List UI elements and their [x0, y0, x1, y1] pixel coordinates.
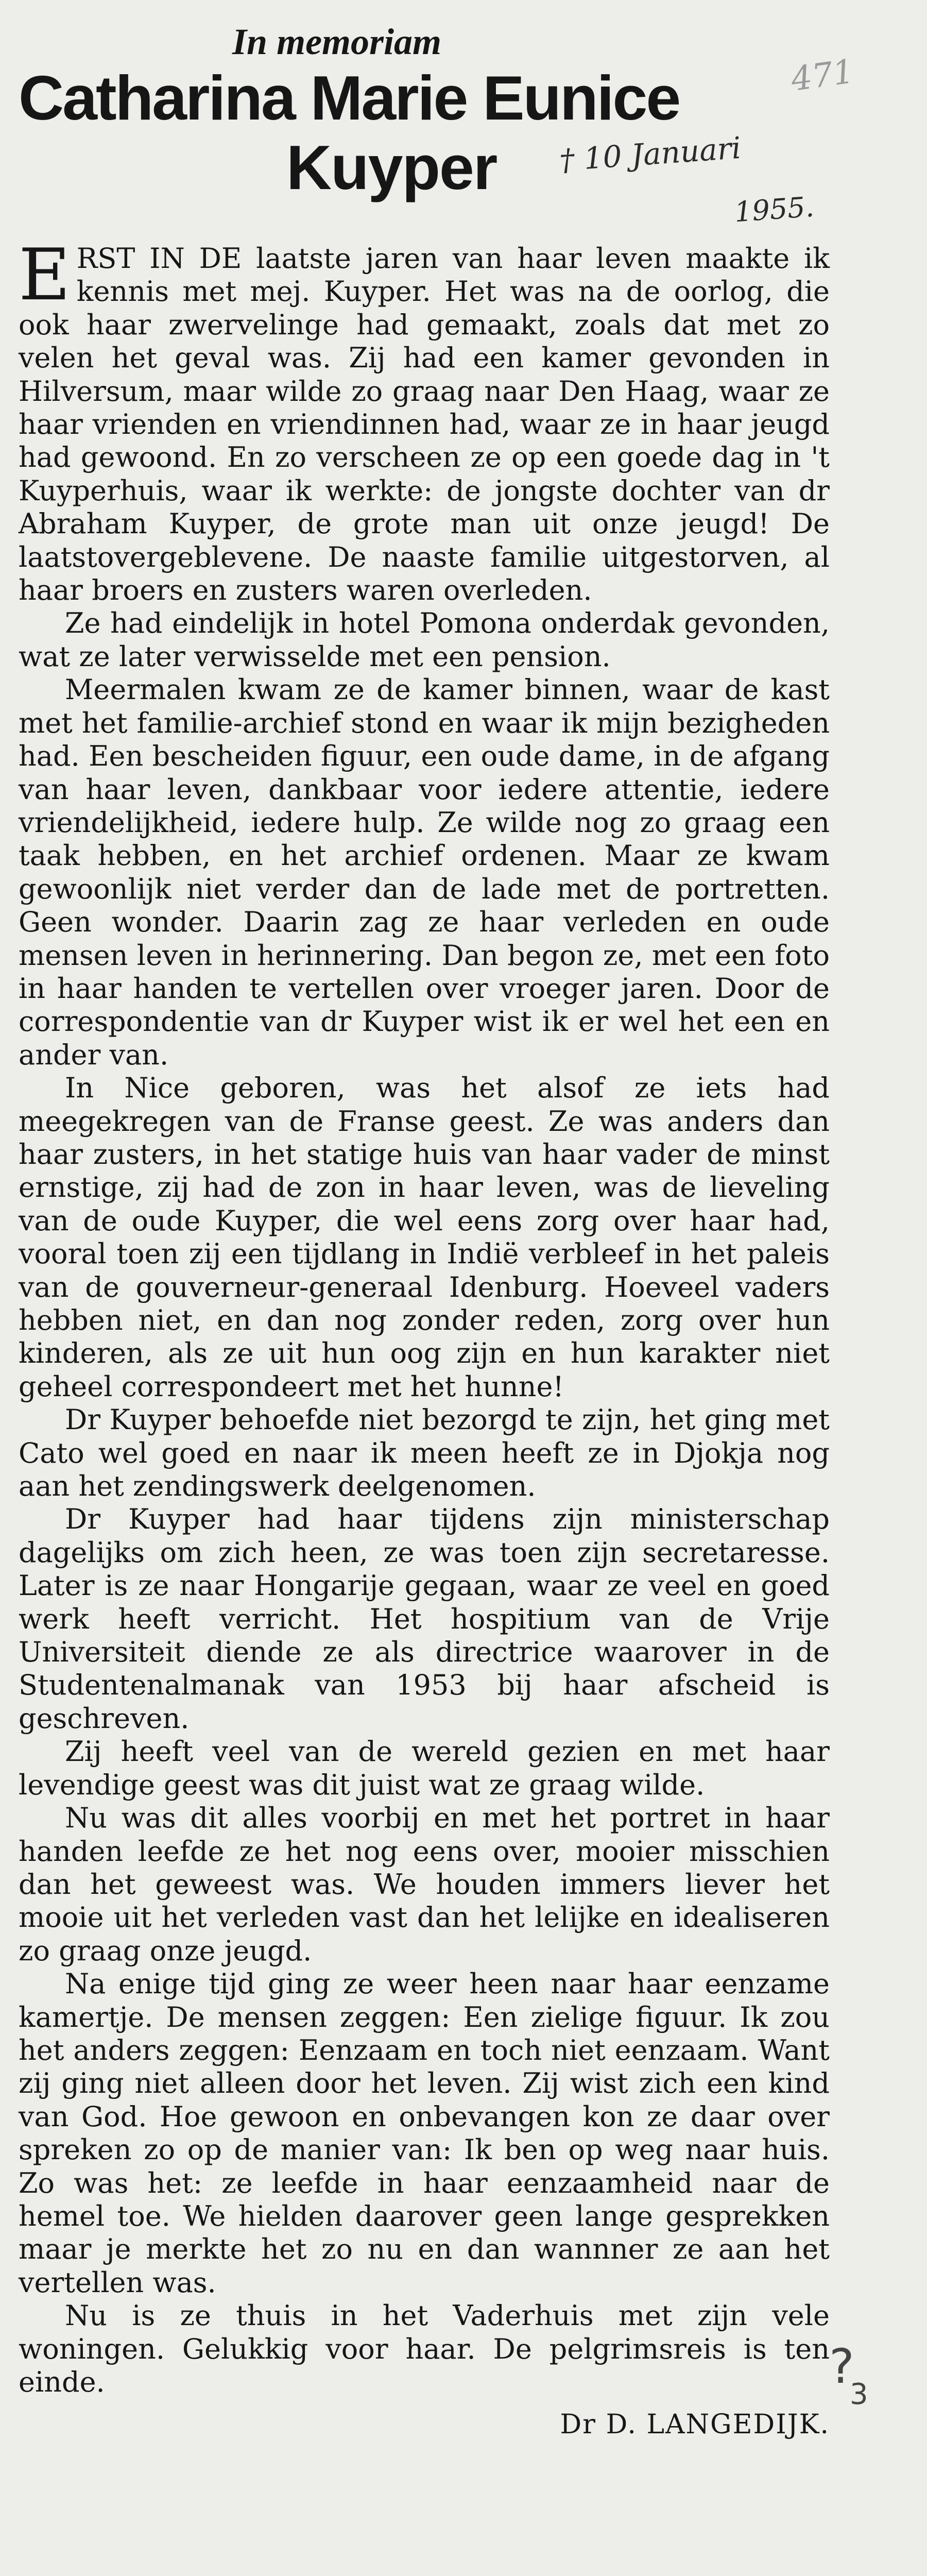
paragraph-6: Dr Kuyper had haar tijdens zijn ministerschap dagelijks om zich heen, ze was toen zijn secretaresse. Later is ze naar Hongarije gegaan, waar ze veel en goed werk heeft verricht. Het hospitium van de Vrije Universiteit diende ze als directrice waarover in de Studentenalmanak van 1953 bij haar afscheid is geschreven.: [19, 1503, 830, 1735]
handwritten-death-year: 1955.: [733, 190, 815, 229]
paragraph-3: Meermalen kwam ze de kamer binnen, waar de kast met het familie-archief stond en waar ik mijn bezigheden had. Een bescheiden figuur, een oude dame, in de afgang van haar leven, dankbaar voor iedere attentie, iedere vriendelijkheid, iedere hulp. Ze wilde nog zo graag een taak hebben, en het archief ordenen. Maar ze kwam gewoonlijk niet verder dan de lade met de portretten. Geen wonder. Daarin zag ze haar verleden en oude mensen leven in herinnering. Dan begon ze, met een foto in haar handen te vertellen over vroeger jaren. Door de correspondentie van dr Kuyper wist ik er wel het een en ander van.: [19, 673, 830, 1071]
paragraph-9: Na enige tijd ging ze weer heen naar haar eenzame kamertje. De mensen zeggen: Een zielige figuur. Ik zou het anders zeggen: Eenzaam en toch niet eenzaam. Want zij ging niet alleen door het leven. Zij wist zich een kind van God. Hoe gewoon en onbevangen kon ze daar over spreken zo op de manier van: Ik ben op weg naar huis. Zo was het: ze leefde in haar eenzaamheid naar de hemel toe. We hielden daarover geen lange gesprekken maar je merkte het zo nu en dan wannner ze aan het vertellen was.: [19, 1968, 830, 2299]
paragraph-1-text: RST IN DE laatste jaren van haar leven maakte ik kennis met mej. Kuyper. Het was na de oorlog, die ook haar zwervelinge had gemaakt, zoals dat met zo velen het geval was. Zij had een kamer gevonden in Hilversum, maar wilde zo graag naar Den Haag, waar ze haar vrienden en vriendinnen had, waar ze in haar jeugd had gewoond. En zo verscheen ze op een goede dag in 't Kuyperhuis, waar ik werkte: de jongste dochter van dr Abraham Kuyper, de grote man uit onze jeugd! De laatstovergeblevene. De naaste familie uitgestorven, al haar broers en zusters waren overleden.: [19, 242, 830, 607]
author-signature: Dr D. LANGEDIJK.: [560, 2409, 830, 2441]
handwritten-death-date: † 10 Januari: [558, 130, 743, 178]
kicker: In memoriam: [232, 21, 442, 62]
title-line-1: Catharina Marie Eunice: [19, 63, 680, 133]
paragraph-10: Nu is ze thuis in het Vaderhuis met zijn vele woningen. Gelukkig voor haar. De pelgrimsreis is ten einde.: [19, 2299, 830, 2398]
paragraph-8: Nu was dit alles voorbij en met het portret in haar handen leefde ze het nog eens over, mooier misschien dan het geweest was. We houden immers liever het mooie uit het verleden vast dan het lelijke en idealiseren zo graag onze jeugd.: [19, 1802, 830, 1967]
article-body: [19, 233, 830, 2442]
margin-annotation: 3: [850, 2378, 868, 2411]
paragraph-4: In Nice geboren, was het alsof ze iets had meegekregen van de Franse geest. Ze was anders dan haar zusters, in het statige huis van haar vader de minst ernstige, zij had de zon in haar leven, was de lieveling van de oude Kuyper, die wel eens zorg over haar had, vooral toen zij een tijdlang in Indië verbleef in het paleis van de gouverneur-generaal Idenburg. Hoeveel vaders hebben niet, en dan nog zonder reden, zorg over hun kinderen, als ze uit hun oog zijn en hun karakter niet geheel correspondeert met het hunne!: [19, 1072, 830, 1403]
paragraph-5: Dr Kuyper behoefde niet bezorgd te zijn, het ging met Cato wel goed en naar ik meen heeft ze in Djokja nog aan het zendingswerk deelgenomen.: [19, 1403, 830, 1503]
drop-cap: E: [19, 233, 71, 316]
handwritten-page-number: 471: [788, 52, 856, 99]
margin-question-mark: ?: [829, 2339, 854, 2394]
paragraph-7: Zij heeft veel van de wereld gezien en met haar levendige geest was dit juist wat ze graag wilde.: [19, 1735, 830, 1801]
paragraph-2: Ze had eindelijk in hotel Pomona onderdak gevonden, wat ze later verwisselde met een pension.: [19, 607, 830, 673]
title-line-2: Kuyper: [286, 132, 497, 202]
paragraph-1: [19, 233, 830, 607]
